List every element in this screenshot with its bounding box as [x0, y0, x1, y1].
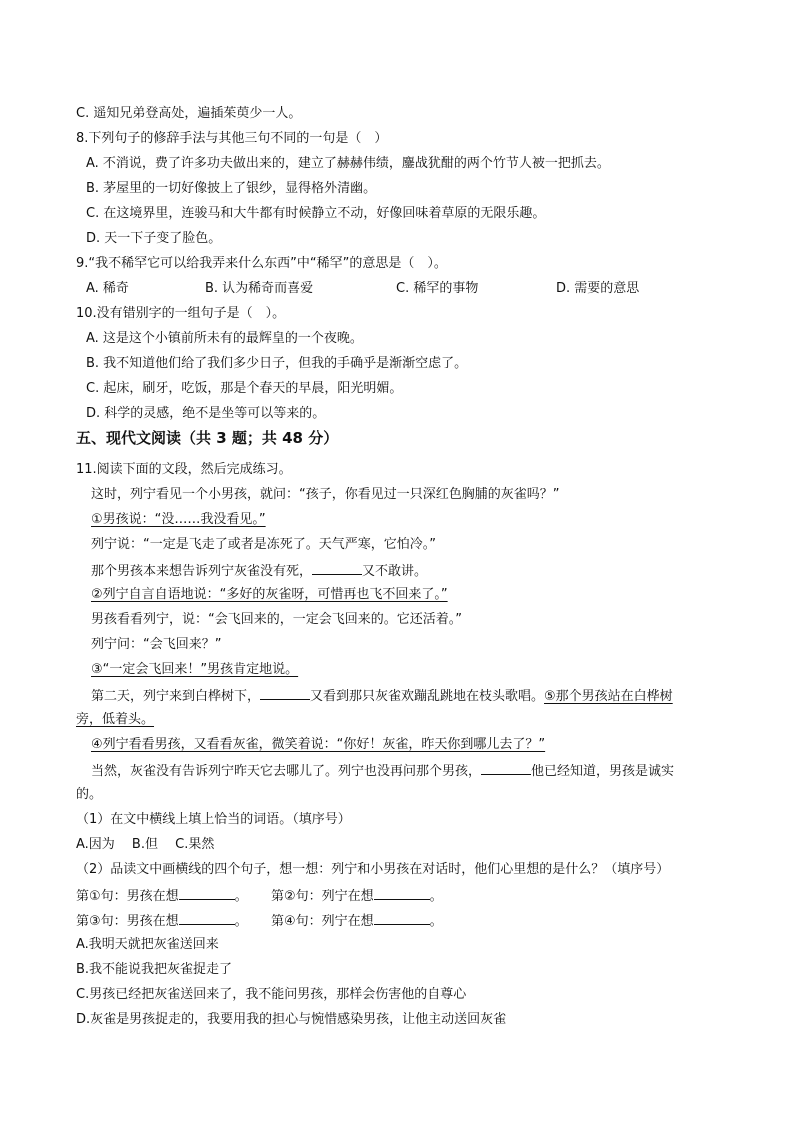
choice-d: D.灰雀是男孩捉走的，我要用我的担心与惋惜感染男孩，让他主动送回灰雀 — [76, 1012, 507, 1027]
sentence-2-label: 第②句：列宁在想 — [271, 889, 374, 904]
q9-option-a: A. 稀奇 — [86, 281, 129, 296]
q10-option-b: B. 我不知道他们给了我们多少日子，但我的手确乎是渐渐空虑了。 — [86, 356, 468, 371]
passage-sentence-4: ④列宁看看男孩，又看看灰雀，微笑着说：“你好！灰雀，昨天你到哪儿去了？” — [91, 737, 546, 752]
period: 。 — [429, 889, 443, 904]
answer-row-2-right — [271, 911, 443, 931]
q8-option-d: D. 天一下子变了脸色。 — [86, 231, 222, 246]
q7-option-c: C. 遥知兄弟登高处，遍插茱萸少一人。 — [76, 106, 302, 121]
sentence-1-label: 第①句：男孩在想 — [76, 889, 179, 904]
q8-option-b: B. 茅屋里的一切好像披上了银纱，显得格外清幽。 — [86, 181, 377, 196]
passage-para-4-post: 又不敢讲。 — [362, 564, 428, 579]
choice-c: C.男孩已经把灰雀送回来了，我不能问男孩，那样会伤害他的自尊心 — [76, 987, 467, 1002]
passage-sentence-5-cont: 旁，低着头。 — [76, 712, 155, 727]
q8-option-a: A. 不消说，费了许多功夫做出来的，建立了赫赫伟绩，鏖战犹酣的两个竹节人被一把抓去。 — [86, 156, 610, 171]
passage-para-11 — [91, 761, 674, 781]
passage-para-11-post: 他已经知道，男孩是诚实 — [531, 764, 675, 779]
choice-a: A.我明天就把灰雀送回来 — [76, 937, 219, 952]
passage-sentence-3: ③“一定会飞回来！”男孩肯定地说。 — [91, 662, 299, 677]
sub-question-1: （1）在文中横线上填上恰当的词语。（填序号） — [76, 812, 351, 827]
q9-stem: 9.“我不稀罕它可以给我弄来什么东西”中“稀罕”的意思是（ ）。 — [76, 256, 447, 271]
passage-para-9 — [91, 686, 673, 706]
answer-blank-1[interactable] — [179, 886, 235, 900]
passage-sentence-2: ②列宁自言自语地说：“多好的灰雀呀，可惜再也飞不回来了。” — [91, 587, 448, 602]
passage-para-6: 男孩看看列宁，说：“会飞回来的，一定会飞回来的。它还活着。” — [91, 612, 462, 627]
q9-option-b: B. 认为稀奇而喜爱 — [205, 281, 314, 296]
passage-para-4 — [91, 561, 427, 581]
sentence-4-label: 第④句：列宁在想 — [271, 914, 374, 929]
answer-row-1-left — [76, 886, 248, 906]
passage-para-11-pre: 当然，灰雀没有告诉列宁昨天它去哪儿了。列宁也没再问那个男孩， — [91, 764, 482, 779]
sub-question-2: （2）品读文中画横线的四个句子，想一想：列宁和小男孩在对话时，他们心里想的是什么？（填序号） — [76, 862, 670, 877]
fill-blank-1[interactable] — [312, 561, 362, 575]
period: 。 — [429, 914, 443, 929]
answer-row-1-right — [271, 886, 443, 906]
q9-option-d: D. 需要的意思 — [556, 281, 640, 296]
choice-b: B.我不能说我把灰雀捉走了 — [76, 962, 233, 977]
passage-para-9-mid: 又看到那只灰雀欢蹦乱跳地在枝头歌唱。 — [310, 689, 545, 704]
passage-para-4-pre: 那个男孩本来想告诉列宁灰雀没有死， — [91, 564, 313, 579]
q8-stem: 8.下列句子的修辞手法与其他三句不同的一句是（ ） — [76, 131, 388, 146]
sub-question-1-options: A.因为 B.但 C.果然 — [76, 837, 215, 852]
period: 。 — [234, 914, 248, 929]
passage-para-11-cont: 的。 — [76, 787, 103, 802]
passage-sentence-1: ①男孩说：“没……我没看见。” — [91, 512, 266, 527]
section-heading: 五、现代文阅读（共 3 题；共 48 分） — [76, 429, 339, 447]
q9-option-c: C. 稀罕的事物 — [396, 281, 479, 296]
answer-blank-4[interactable] — [374, 911, 430, 925]
q11-stem: 11.阅读下面的文段，然后完成练习。 — [76, 462, 292, 477]
passage-para-7: 列宁问：“会飞回来？” — [91, 637, 222, 652]
answer-row-2-left — [76, 911, 248, 931]
sentence-3-label: 第③句：男孩在想 — [76, 914, 179, 929]
fill-blank-2[interactable] — [260, 686, 310, 700]
passage-para-3: 列宁说：“一定是飞走了或者是冻死了。天气严寒，它怕冷。” — [91, 537, 436, 552]
q8-option-c: C. 在这境界里，连骏马和大牛都有时候静立不动，好像回味着草原的无限乐趣。 — [86, 206, 546, 221]
q10-option-d: D. 科学的灵感，绝不是坐等可以等来的。 — [86, 406, 326, 421]
passage-sentence-5: ⑤那个男孩站在白桦树 — [544, 689, 673, 704]
answer-blank-2[interactable] — [374, 886, 430, 900]
answer-blank-3[interactable] — [179, 911, 235, 925]
q10-option-a: A. 这是这个小镇前所未有的最辉皇的一个夜晚。 — [86, 331, 363, 346]
passage-para-1: 这时，列宁看见一个小男孩，就问：“孩子，你看见过一只深红色胸脯的灰雀吗？” — [91, 487, 560, 502]
period: 。 — [234, 889, 248, 904]
q10-option-c: C. 起床，刷牙，吃饭，那是个春天的早晨，阳光明媚。 — [86, 381, 403, 396]
passage-para-9-pre: 第二天，列宁来到白桦树下， — [91, 689, 261, 704]
fill-blank-3[interactable] — [481, 761, 531, 775]
q10-stem: 10.没有错别字的一组句子是（ ）。 — [76, 306, 286, 321]
